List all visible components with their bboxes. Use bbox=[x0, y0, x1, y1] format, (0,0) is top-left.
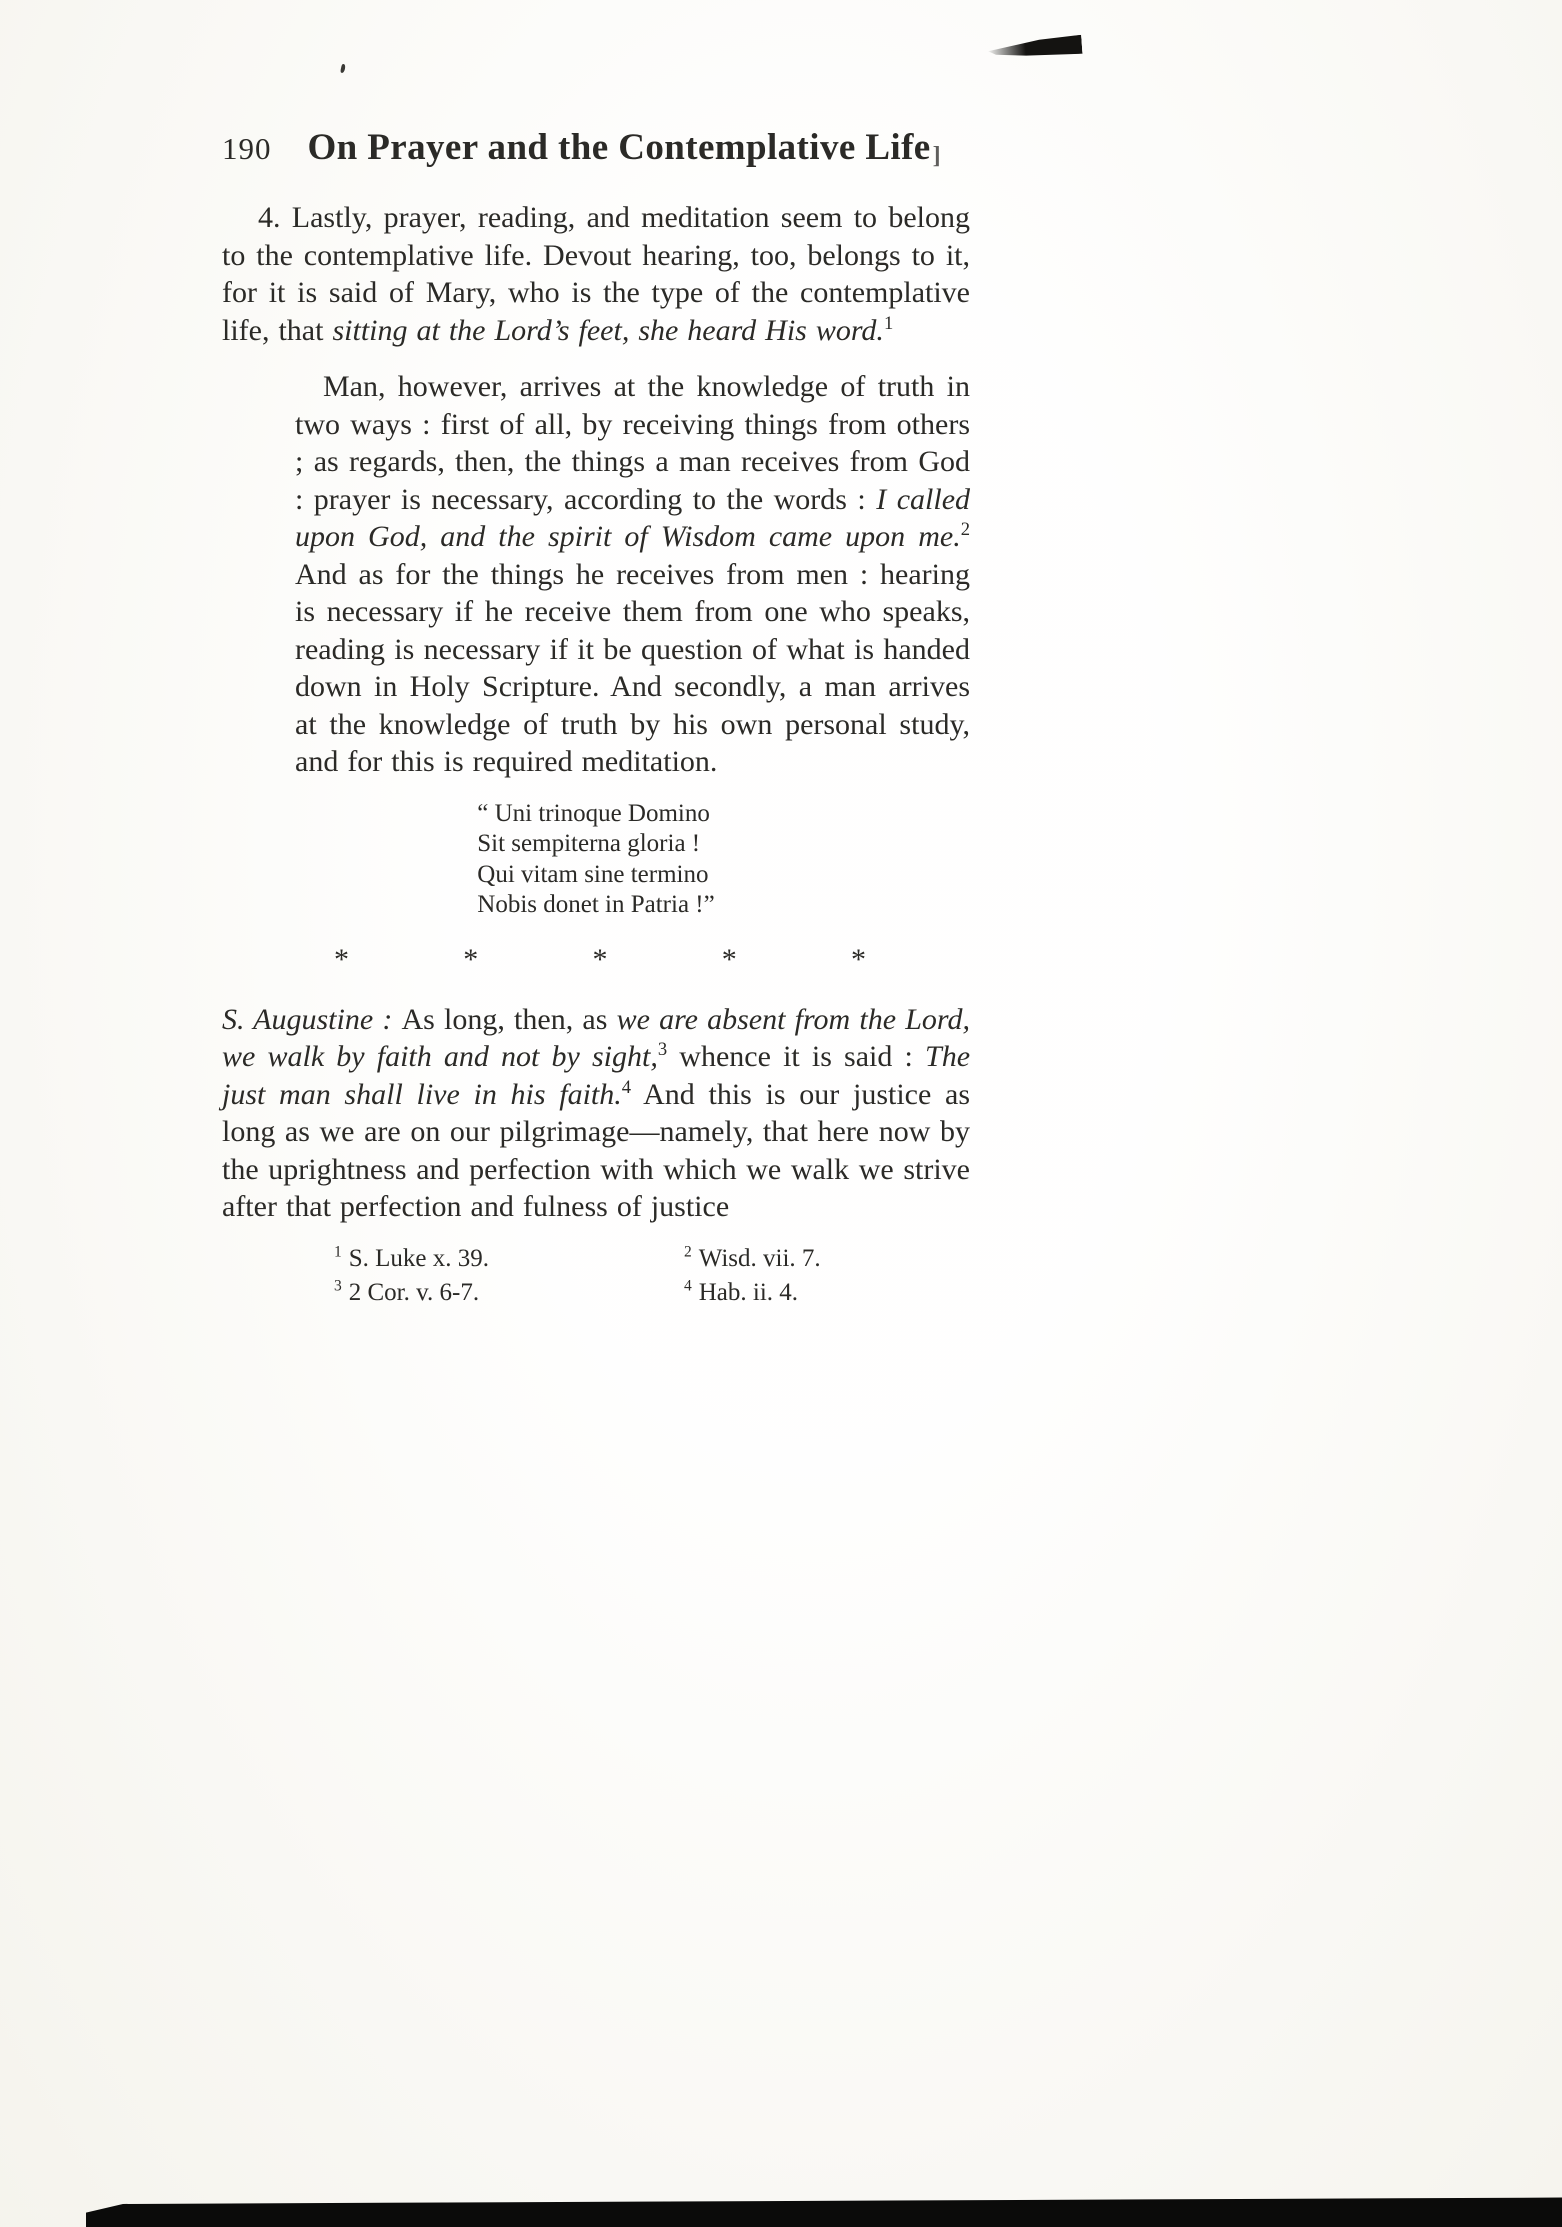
scan-speck bbox=[340, 64, 346, 74]
footnote-item bbox=[334, 1242, 684, 1276]
blockquote-paragraph: Man, however, arrives at the knowledge of truth in two ways : first of all, by receiving things from others ; as regards, then, the things a man receives from God : prayer is necessary, according to the words : I called upon God, and the spirit of Wisdom came upon me.$^2$ And as for the things he receives from men : hearing is necessary if he receive them from one who speaks, reading is necessary if it be question of what is handed down in Holy Scripture. And secondly, a man arrives at the knowledge of truth by his own personal study, and for this is required meditation. bbox=[295, 370, 971, 778]
footnote-item bbox=[684, 1276, 970, 1310]
footnote-item bbox=[334, 1276, 684, 1310]
page-number: 190 bbox=[222, 131, 272, 166]
footnote-text: 2 Cor. v. 6-7. bbox=[348, 1278, 480, 1306]
scan-artifact-top-right bbox=[987, 35, 1082, 62]
footnote-marker: 2 bbox=[684, 1243, 692, 1261]
footnote-marker: 1 bbox=[334, 1243, 342, 1261]
asterisk: * bbox=[592, 942, 608, 976]
footnote-text: Wisd. vii. 7. bbox=[698, 1244, 821, 1272]
footnote-item bbox=[684, 1242, 970, 1276]
asterisk: * bbox=[463, 942, 479, 976]
page-title bbox=[308, 126, 942, 169]
paragraph-intro: 4. Lastly, prayer, reading, and meditation seem to belong to the contemplative life. Devout hearing, too, belongs to it, for it is said of Mary, who is the type of the contemplative life, that sitting at the Lord’s feet, she heard His word.$^1$ bbox=[222, 201, 970, 347]
footnote-marker: 4 bbox=[684, 1277, 692, 1295]
page-content bbox=[222, 126, 970, 1310]
verse-block bbox=[477, 799, 714, 921]
asterisk: * bbox=[851, 942, 866, 976]
footnote-text: Hab. ii. 4. bbox=[698, 1278, 799, 1306]
scan-artifact-bottom-band bbox=[86, 2195, 1562, 2227]
paragraph-augustine: S. Augustine : As long, then, as we are absent from the Lord, we walk by faith and not by sight,$^3$ whence it is said : The just man shall live in his faith.$^4$ And this is our justice as long as we are on our pilgrimage—namely, that here now by the uprightness and perfection with which we walk we strive after that perfection and fulness of justice bbox=[222, 1002, 971, 1223]
asterisk-separator bbox=[334, 943, 866, 977]
page-title-text: On Prayer and the Contemplative Life bbox=[307, 127, 931, 168]
verse-line: “ Uni trinoque Domino bbox=[477, 799, 710, 827]
running-header bbox=[222, 126, 970, 169]
footnote-text: S. Luke x. 39. bbox=[348, 1244, 490, 1272]
asterisk: * bbox=[334, 942, 349, 976]
verse-line: Nobis donet in Patria !” bbox=[477, 891, 715, 918]
footnotes bbox=[334, 1242, 970, 1310]
footnote-marker: 3 bbox=[334, 1277, 342, 1295]
asterisk: * bbox=[721, 942, 737, 976]
scan-mark-after-title: ] bbox=[932, 143, 942, 169]
verse-line: Sit sempiterna gloria ! bbox=[477, 830, 701, 857]
verse-line: Qui vitam sine termino bbox=[477, 860, 709, 888]
